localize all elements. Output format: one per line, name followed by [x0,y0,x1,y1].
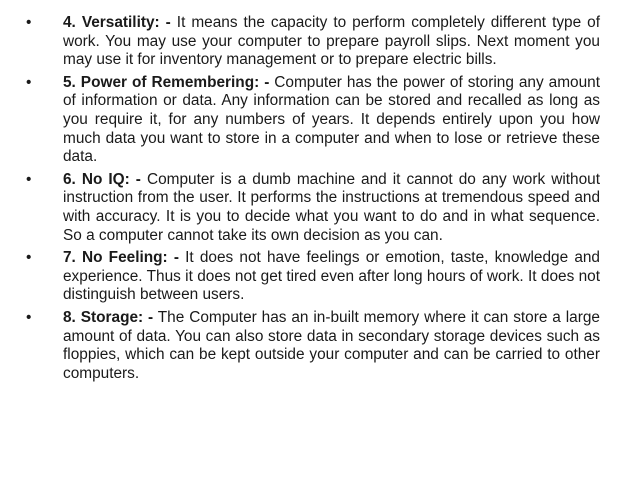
bullet-item-versatility [26,14,600,70]
bullet-dot-icon: • [26,170,32,188]
bullet-dot-icon: • [26,308,32,326]
bullet-text: It does not have feelings or emotion, taste, knowledge and experience. Thus it does not get tired even after long hours of work. It does not distinguish between users. [63,249,600,304]
bullet-item-no-feeling [26,249,600,305]
bullet-text: It means the capacity to perform completely different type of work. You may use your computer to prepare payroll slips. Next moment you may use it for inventory management or to prepare electric bills. [63,14,600,69]
bullet-text: Computer is a dumb machine and it cannot do any work without instruction from the user. It performs the instructions at tremendous speed and with accuracy. It is you to decide what you want to do and in what sequence. So a computer cannot take its own decision as you can. [63,170,600,244]
bullet-dot-icon: • [26,249,32,267]
bullet-item-power-of-remembering [26,74,600,167]
bullet-term: 6. No IQ: - [63,170,141,188]
bullet-item-no-iq [26,171,600,245]
bullet-term: 8. Storage: - [63,308,154,326]
bullet-term: 5. Power of Remembering: - [63,73,270,91]
bullet-term: 7. No Feeling: - [63,249,179,267]
bullet-item-storage [26,309,600,383]
bullet-dot-icon: • [26,73,32,91]
bullet-term: 4. Versatility: - [63,14,171,31]
bullet-text: Computer has the power of storing any amount of information or data. Any information can be stored and recalled as long as you require it, for any numbers of years. It depends entirely upon you how much data you want to store in a computer and when to lose or retrieve these data. [63,73,600,166]
bullet-dot-icon: • [26,14,32,31]
bullet-text: The Computer has an in-built memory where it can store a large amount of data. You can also store data in secondary storage devices such as floppies, which can be kept outside your computer and can be carried to other computers. [63,308,600,382]
bullet-list [26,14,600,387]
